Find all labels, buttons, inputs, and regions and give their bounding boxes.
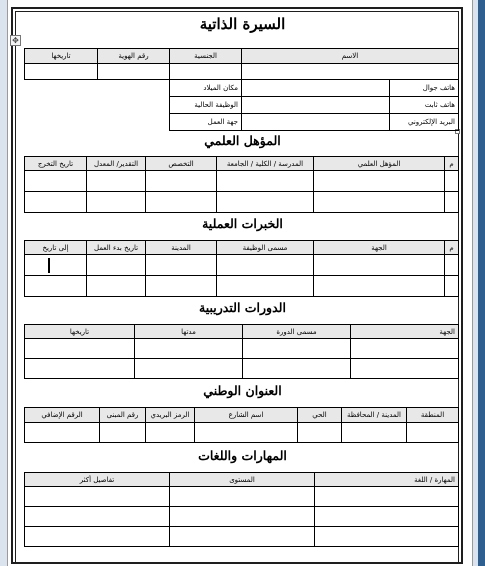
education-table[interactable]: [24, 156, 459, 213]
table-cell[interactable]: [217, 255, 314, 276]
address-section-title: العنوان الوطني: [203, 383, 282, 398]
table-cell[interactable]: [445, 276, 459, 297]
table-cell[interactable]: [314, 276, 445, 297]
table-cell[interactable]: [25, 255, 87, 276]
table-cell[interactable]: [314, 171, 445, 192]
window-scrollbar[interactable]: [473, 0, 485, 566]
mobile-label: هاتف جوال: [390, 80, 459, 97]
skills-section-title: المهارات واللغات: [198, 448, 287, 463]
table-cell[interactable]: [87, 171, 146, 192]
table-cell[interactable]: [351, 339, 459, 359]
training-col-provider: الجهة: [351, 325, 459, 339]
experience-section-title: الخبرات العملية: [202, 216, 283, 231]
current-job-label: الوظيفة الحالية: [170, 97, 242, 114]
table-cell[interactable]: [170, 507, 315, 527]
table-cell[interactable]: [407, 423, 459, 443]
table-cell[interactable]: [25, 171, 87, 192]
education-col-grade: التقدير/ المعدل: [87, 157, 146, 171]
table-cell[interactable]: [146, 276, 217, 297]
education-col-degree: المؤهل العلمي: [314, 157, 445, 171]
email-label: البريد الإلكتروني: [390, 114, 459, 131]
training-col-date: تاريخها: [25, 325, 135, 339]
landline-label: هاتف ثابت: [390, 97, 459, 114]
page-title: السيرة الذاتية: [199, 15, 286, 33]
empty-area: [25, 114, 170, 131]
education-col-major: التخصص: [146, 157, 217, 171]
table-cell[interactable]: [25, 359, 135, 379]
table-cell[interactable]: [445, 171, 459, 192]
table-cell[interactable]: [445, 192, 459, 213]
table-cell[interactable]: [298, 423, 342, 443]
table-cell[interactable]: [146, 192, 217, 213]
birthplace-label: مكان الميلاد: [170, 80, 242, 97]
table-cell[interactable]: [135, 339, 243, 359]
name-value-cell[interactable]: [242, 64, 459, 80]
id-number-value-cell[interactable]: [98, 64, 170, 80]
table-cell[interactable]: [25, 339, 135, 359]
id-date-label: تاريخها: [25, 49, 98, 64]
table-move-handle-icon[interactable]: ✥: [10, 35, 21, 46]
training-col-duration: مدتها: [135, 325, 243, 339]
table-cell[interactable]: [146, 423, 195, 443]
table-cell[interactable]: [217, 192, 314, 213]
table-cell[interactable]: [87, 192, 146, 213]
id-date-value-cell[interactable]: [25, 64, 98, 80]
table-cell[interactable]: [243, 339, 351, 359]
skills-table[interactable]: [24, 472, 459, 547]
window-left-edge: [0, 0, 7, 566]
table-cell[interactable]: [315, 487, 459, 507]
address-col-region: المنطقة: [407, 408, 459, 423]
table-cell[interactable]: [243, 359, 351, 379]
address-col-building-no: رقم المبنى: [100, 408, 146, 423]
experience-col-end-date: إلى تاريخ: [25, 241, 87, 255]
table-cell[interactable]: [217, 276, 314, 297]
experience-col-index: م: [445, 241, 459, 255]
address-col-additional-no: الرقم الإضافي: [25, 408, 100, 423]
experience-col-job-title: مسمى الوظيفة: [217, 241, 314, 255]
address-col-street: اسم الشارع: [195, 408, 298, 423]
experience-col-start-date: تاريخ بدء العمل: [87, 241, 146, 255]
empty-area: [25, 97, 170, 114]
table-cell[interactable]: [351, 359, 459, 379]
table-cell[interactable]: [314, 192, 445, 213]
table-cell[interactable]: [25, 527, 170, 547]
training-section-title: الدورات التدريبية: [199, 300, 286, 315]
education-col-grad-date: تاريخ التخرج: [25, 157, 87, 171]
experience-table[interactable]: [24, 240, 459, 297]
table-cell[interactable]: [315, 507, 459, 527]
table-cell[interactable]: [25, 192, 87, 213]
education-col-index: م: [445, 157, 459, 171]
name-label: الاسم: [242, 49, 459, 64]
education-col-institution: المدرسة / الكلية / الجامعة: [217, 157, 314, 171]
training-col-course-name: مسمى الدورة: [243, 325, 351, 339]
table-cell[interactable]: [315, 527, 459, 547]
nationality-label: الجنسية: [170, 49, 242, 64]
address-col-district: الحي: [298, 408, 342, 423]
table-cell[interactable]: [87, 255, 146, 276]
experience-col-employer: الجهة: [314, 241, 445, 255]
landline-value-cell[interactable]: [242, 97, 390, 114]
employer-label: جهة العمل: [170, 114, 242, 131]
skills-col-level: المستوى: [170, 473, 315, 487]
education-section-title: المؤهل العلمي: [204, 133, 281, 148]
table-cell[interactable]: [342, 423, 407, 443]
table-cell[interactable]: [25, 487, 170, 507]
table-cell[interactable]: [445, 255, 459, 276]
mobile-value-cell[interactable]: [242, 80, 390, 97]
email-value-cell[interactable]: [242, 114, 390, 131]
table-cell[interactable]: [170, 487, 315, 507]
empty-area: [25, 80, 170, 97]
text-cursor: [48, 258, 50, 273]
table-cell[interactable]: [87, 276, 146, 297]
table-cell[interactable]: [170, 527, 315, 547]
training-table[interactable]: [24, 324, 459, 379]
table-cell[interactable]: [217, 171, 314, 192]
table-cell[interactable]: [146, 255, 217, 276]
id-number-label: رقم الهوية: [98, 49, 170, 64]
table-cell[interactable]: [25, 276, 87, 297]
table-cell[interactable]: [195, 423, 298, 443]
skills-col-details: تفاصيل أكثر: [25, 473, 170, 487]
table-cell[interactable]: [146, 171, 217, 192]
table-cell[interactable]: [25, 507, 170, 527]
table-cell[interactable]: [100, 423, 146, 443]
nationality-value-cell[interactable]: [170, 64, 242, 80]
skills-col-skill: المهارة / اللغة: [315, 473, 459, 487]
address-table[interactable]: [24, 407, 459, 443]
table-cell[interactable]: [25, 423, 100, 443]
address-col-postal-code: الرمز البريدي: [146, 408, 195, 423]
address-col-city: المدينة / المحافظة: [342, 408, 407, 423]
table-cell[interactable]: [135, 359, 243, 379]
personal-info-table[interactable]: [24, 48, 459, 131]
table-cell[interactable]: [314, 255, 445, 276]
experience-col-city: المدينة: [146, 241, 217, 255]
